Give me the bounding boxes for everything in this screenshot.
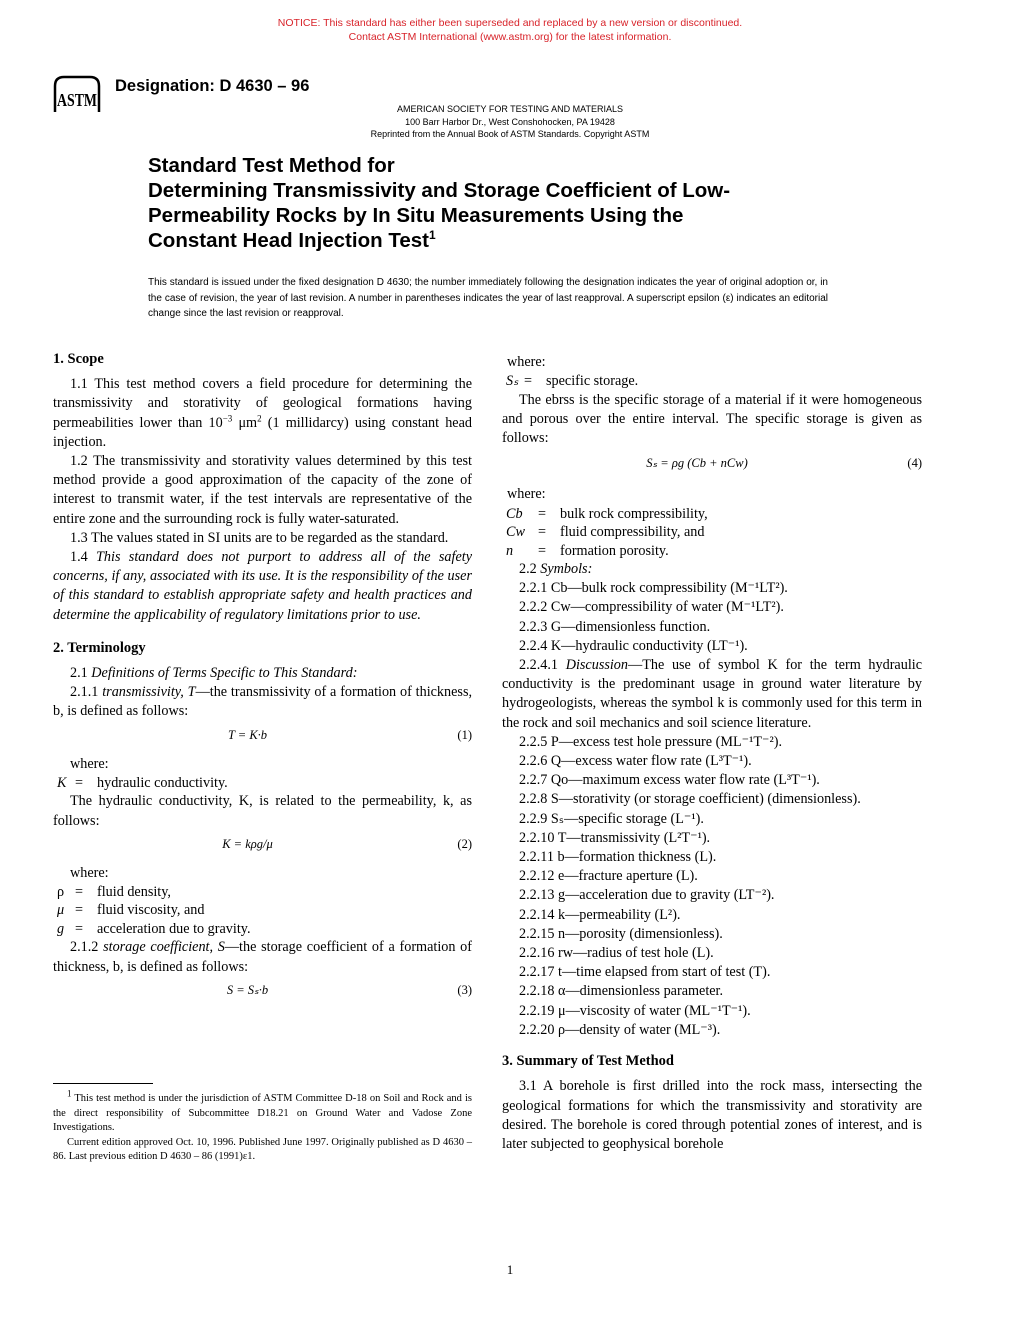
para-2-2: 2.2 Symbols:: [519, 561, 593, 578]
para-2-2-4-1: 2.2.4.1 Discussion—The use of symbol K for the term hydraulic conductivity is the predominant usage in ground water literature by hydrogeologists, whereas the symbol k is commonly used for this term in the rock and soil mechanics and soil science literature.: [502, 657, 923, 731]
footnote-rule: [53, 1083, 153, 1084]
title-line-3: Permeability Rocks by In Situ Measurements Using the: [148, 204, 684, 227]
para-hydraulic: The hydraulic conductivity, K, is related to the permeability, k, as follows:: [53, 793, 472, 829]
symbol-2-2-9: 2.2.9 Sₛ—specific storage (L⁻¹).: [519, 810, 704, 827]
definition-list-4: Cb = bulk rock compressibility, Cw = fluid compressibility, and n = formation porosity.: [506, 505, 708, 559]
symbol-2-2-8: 2.2.8 S—storativity (or storage coefficient) (dimensionless).: [519, 791, 861, 808]
notice-line-2: Contact ASTM International (www.astm.org) for the latest information.: [348, 31, 672, 43]
footnote-edition: Current edition approved Oct. 10, 1996. Published June 1997. Originally published as D 4630 – 86. Last previous edition D 4630 – 86 (1991)ε1.: [53, 1136, 472, 1162]
symbol-2-2-14: 2.2.14 k—permeability (L²).: [519, 906, 681, 923]
title-line-2: Determining Transmissivity and Storage Coefficient of Low-: [148, 179, 731, 202]
where-2: where:: [70, 864, 109, 881]
equation-4: Sₛ = ρg (Cb + nCw) (4): [646, 456, 922, 471]
para-ebrss: The ebrss is the specific storage of a material if it were homogeneous and porous over the entire interval. The specific storage is given as follows:: [502, 391, 922, 447]
org-name: AMERICAN SOCIETY FOR TESTING AND MATERIALS: [396, 104, 624, 114]
section-terminology-heading: 2. Terminology: [53, 639, 146, 656]
symbol-2-2-15: 2.2.15 n—porosity (dimensionless).: [519, 925, 723, 942]
symbol-2-2-2: 2.2.2 Cw—compressibility of water (M⁻¹LT²).: [519, 599, 784, 616]
para-1-1: 1.1 This test method covers a field procedure for determining the transmissivity and storativity of geological formations having permeabilities lower than $10^{-3}$ $\mu m^2$ (1 millidarcy) using constant head injection.: [53, 376, 472, 450]
right-column: [502, 353, 922, 1154]
symbol-2-2-12: 2.2.12 e—fracture aperture (L).: [519, 868, 698, 885]
symbol-2-2-17: 2.2.17 t—time elapsed from start of test (T).: [519, 964, 771, 981]
left-column: [53, 350, 472, 1004]
footnotes: [53, 1088, 472, 1165]
notice-line-1: NOTICE: This standard has either been superseded and replaced by a new version or discontinued.: [277, 17, 743, 29]
para-1-4: 1.4 This standard does not purport to address all of the safety concerns, if any, associated with its use. It is the responsibility of the user of this standard to establish appropriate safety and health practices and determine the applicability of regulatory limitations prior to use.: [53, 549, 472, 623]
where-3: where:: [507, 354, 546, 370]
astm-logo-text: ASTM: [57, 90, 97, 110]
footnote-1: $^1$ This test method is under the jurisdiction of ASTM Committee D-18 on Soil and Rock and is the direct responsibility of Subcommittee D18.21 on Ground Water and Vadose Zone Investigations.: [53, 1088, 472, 1133]
symbol-2-2-10: 2.2.10 T—transmissivity (L²T⁻¹).: [519, 829, 711, 846]
symbol-2-2-13: 2.2.13 g—acceleration due to gravity (LT⁻²).: [519, 887, 775, 904]
para-2-1-1: 2.1.1 transmissivity, T—the transmissivity of a formation of thickness, b, is defined as follows:: [53, 684, 473, 720]
symbol-2-2-6: 2.2.6 Q—excess water flow rate (L³T⁻¹).: [519, 753, 752, 770]
section-summary-heading: 3. Summary of Test Method: [502, 1053, 674, 1070]
symbol-2-2-5: 2.2.5 P—excess test hole pressure (ML⁻¹T⁻²).: [519, 733, 783, 750]
definition-list-2: ρ = fluid density, μ = fluid viscosity, and g = acceleration due to gravity.: [57, 883, 251, 937]
para-2-1: 2.1 Definitions of Terms Specific to This Standard:: [70, 665, 358, 682]
symbol-2-2-20: 2.2.20 ρ—density of water (ML⁻³).: [519, 1021, 721, 1038]
intro-paragraph: This standard is issued under the fixed designation D 4630; the number immediately following the designation indicates the year of original adoption or, in the case of revision, the year of last revision. A number in parentheses indicates the year of last reapproval. A superscript epsilon (ε) indicates an editorial change since the last revision or reapproval.: [148, 277, 828, 319]
definition-list-3: Sₛ = specific storage.: [506, 373, 639, 390]
title-footnote-mark: 1: [428, 228, 436, 243]
org-address: 100 Barr Harbor Dr., West Conshohocken, PA 19428: [405, 117, 615, 127]
para-3-1: 3.1 A borehole is first drilled into the rock mass, intersecting the geological formations for which the transmissivity and storativity are desired. The borehole is cored through potential zones of interest, and is later subjected to geophysical borehole: [502, 1078, 922, 1152]
equation-2: K = kρg/μ (2): [222, 836, 472, 851]
equation-1: T = K·b (1): [227, 727, 472, 742]
title-line-1: Standard Test Method for: [148, 154, 395, 177]
symbol-2-2-16: 2.2.16 rw—radius of test hole (L).: [519, 945, 714, 962]
astm-logo: [52, 72, 102, 118]
para-1-2: 1.2 The transmissivity and storativity values determined by this test method provide a good approximation of the capacity of the zone of interest to transmit water, if the test intervals are representative of the entire zone and the surrounding rock is fully water-saturated.: [53, 453, 472, 527]
symbol-2-2-18: 2.2.18 α—dimensionless parameter.: [519, 983, 724, 1000]
where-4: where:: [507, 486, 546, 503]
symbol-2-2-7: 2.2.7 Qo—maximum excess water flow rate (L³T⁻¹).: [519, 772, 820, 789]
org-reprint: Reprinted from the Annual Book of ASTM Standards. Copyright ASTM: [370, 129, 650, 139]
symbol-2-2-1: 2.2.1 Cb—bulk rock compressibility (M⁻¹LT²).: [519, 580, 788, 597]
para-2-1-2: 2.1.2 storage coefficient, S—the storage coefficient of a formation of thickness, b, is defined as follows:: [53, 939, 472, 975]
document-title: [148, 153, 848, 253]
section-scope-heading: 1. Scope: [53, 351, 104, 367]
title-line-4: Constant Head Injection Test$^1$: [148, 228, 436, 252]
page-number: 1: [506, 1262, 514, 1277]
definition-list-1: K = hydraulic conductivity.: [57, 774, 228, 791]
where-1: where:: [70, 755, 109, 772]
para-1-3: 1.3 The values stated in SI units are to be regarded as the standard.: [70, 529, 449, 546]
symbol-2-2-3: 2.2.3 G—dimensionless function.: [519, 618, 711, 635]
symbol-2-2-4: 2.2.4 K—hydraulic conductivity (LT⁻¹).: [519, 637, 748, 654]
equation-3: S = Sₛ·b (3): [226, 982, 472, 997]
designation: Designation: D 4630 – 96: [115, 77, 310, 95]
symbol-2-2-11: 2.2.11 b—formation thickness (L).: [519, 849, 717, 866]
symbol-2-2-19: 2.2.19 μ—viscosity of water (ML⁻¹T⁻¹).: [519, 1002, 751, 1019]
